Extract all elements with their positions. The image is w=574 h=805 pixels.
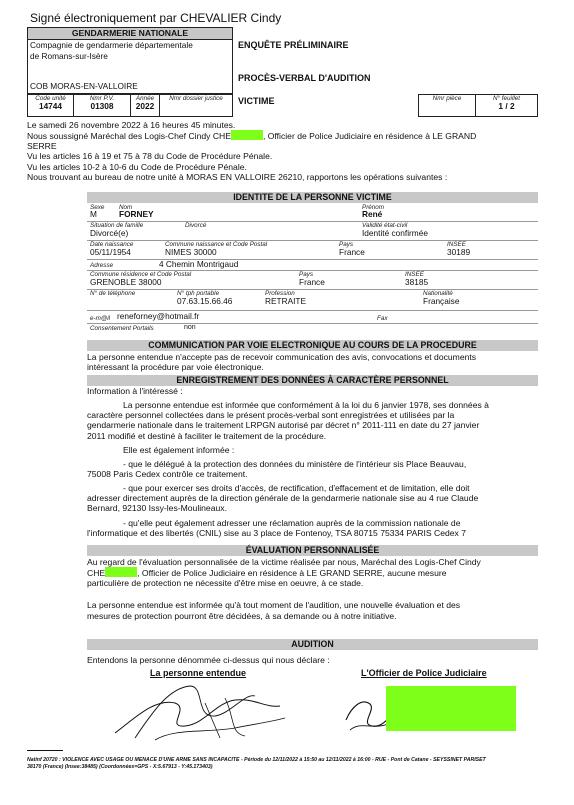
redaction-mark-2	[105, 567, 137, 577]
org-line2: de Romans-sur-Isère	[30, 50, 108, 61]
signature-notice: Signé électroniquement par CHEVALIER Cindy	[30, 11, 282, 25]
feuillet: 1 / 2	[498, 101, 515, 112]
famille-value: Divorcé(e)	[90, 228, 129, 238]
sexe-value: M	[90, 209, 97, 219]
email-value: reneforney@hotmail.fr	[117, 311, 200, 321]
nmr-pv: 01308	[90, 101, 114, 112]
intro-line5: Vu les articles 10-2 à 10-6 du Code de Procédure Pénale.	[27, 161, 247, 172]
nom-value: FORNEY	[119, 209, 154, 219]
pays-res-value: France	[299, 277, 325, 287]
cell-piece: Nmr pièce	[418, 94, 476, 117]
cell-nmr-pv: Nmr P.V. 01308	[73, 94, 131, 117]
redaction-mark	[231, 130, 263, 140]
insee-res-value: 38185	[405, 277, 429, 287]
evaluation-text: Au regard de l'évaluation personnalisée de la victime réalisée par nous, Maréchal des Logis-Chef Cindy CHE , Officier de Police Judiciaire en résidence à LE GRAND SERRE, aucune mesure particulière de protection ne nécessite d'être mise en oeuvre, à ce stade. La personne entendue est informée qu'à tout moment de l'audition, une nouvelle évaluation et des mesures de protection pourront être décidées, à sa demande ou à notre initiative.	[87, 557, 481, 621]
cell-code-unite: Code unité 14744	[27, 94, 74, 117]
validite-value: Identité confirmée	[362, 228, 428, 238]
annee: 2022	[135, 101, 155, 112]
org-title: GENDARMERIE NATIONALE	[28, 28, 232, 40]
pays-naiss-value: France	[339, 247, 365, 257]
intro-block	[27, 120, 547, 182]
commune-naiss-value: NIMES 30000	[165, 247, 217, 257]
registration-text: Information à l'intéressé : La personne entendue est informée que conformément à la loi du 6 janvier 1978, ses données à caractère personnel collectées dans le présent procès-verbal sont enregistrées et utilisées par la gendarmerie nationale dans le traitement LRPGN autorisé par décret n° 2011-111 en date du 27 janvier 2011 modifié et destiné à faciliter le traitement de la procédure. Elle est également informée : - que le délégué à la protection des données du ministère de l'intérieur sis Place Beauvau, 75008 Paris Cedex contrôle ce traitement. - que pour exercer ses droits d'accès, de rectification, d'effacement et de limitation, elle doit adresser directement auprès de la direction générale de la gendarmerie nationale sise au 4 rue Claude Bernard, 92130 Issy-les-Moulineaux. - qu'elle peut également adresser une réclamation auprès de la commission nationale de l'informatique et des libertés (CNIL) sise au 3 place de Fontenoy, TSA 80715 75334 PARIS Cedex 7	[87, 386, 489, 538]
footer-note: Natinf 20720 : VIOLENCE AVEC USAGE OU MENACE D'UNE ARME SANS INCAPACITE - Période du 12/11/2022 à 15:50 au 12/11/2022 à 16:00 - RUE - Pont de Catane - SEYSSINET PARISET 38170 (France) (Insee:38485) (Coordonnées=GPS - X:5.67913 - Y:45.173403)	[27, 757, 486, 771]
pv-type: PROCÈS-VERBAL D'AUDITION	[238, 73, 371, 83]
code-unite: 14744	[38, 101, 63, 112]
signature-label-right: L'Officier de Police Judiciaire	[361, 668, 487, 678]
audition-intro: Entendons la personne dénommée ci-dessus qui nous déclare :	[87, 655, 330, 665]
role-label: VICTIME	[238, 96, 275, 106]
communication-text: La personne entendue n'accepte pas de recevoir communication des avis, convocations et documents intéressant la procédure par voie électronique.	[87, 352, 477, 373]
cell-dossier: Nmr dossier justice	[159, 94, 233, 117]
consent-value: non	[184, 324, 196, 331]
identity-grid: Sexe Nom Prénom M FORNEY René Situation de famille Divorcé Validité état-civil Divorcé(e) Identité confirmée Date naissance Commune naissance et Code Postal Pays INSEE 05/11/1954 NIMES 30000 France 30189 Adresse 4 Chemin Montrigaud Commune résidence et Code Postal Pays INSEE GRENOBLE 38000 France 38185 N° de téléphone N° tph portable Profession Nationalité 07.63.15.66.46 RETRAITE Française e-m@il reneforney@hotmail.fr Fax Consentement Portails non	[87, 204, 538, 335]
registration-title: ENREGISTREMENT DES DONNÉES À CARACTÈRE PERSONNEL	[87, 375, 538, 386]
nationalite-value: Française	[423, 296, 460, 306]
org-box	[27, 27, 233, 94]
audition-title: AUDITION	[87, 639, 538, 650]
cell-feuillet: N° feuillet 1 / 2	[475, 94, 538, 117]
intro-line6: Nous trouvant au bureau de notre unité à MORAS EN VALLOIRE 26210, rapportons les opérations suivantes :	[27, 171, 448, 182]
intro-line3: SERRE	[27, 141, 57, 152]
cob-name: COB MORAS-EN-VALLOIRE	[30, 81, 138, 92]
profession-value: RETRAITE	[265, 296, 307, 306]
communication-title: COMMUNICATION PAR VOIE ELECTRONIQUE AU COURS DE LA PROCEDURE	[87, 340, 538, 351]
intro-line4: Vu les articles 16 à 19 et 75 à 78 du Code de Procédure Pénale.	[27, 151, 273, 162]
org-line1: Compagnie de gendarmerie départementale	[30, 40, 193, 50]
redacted-signature-block	[386, 686, 516, 731]
adresse-value: 4 Chemin Montrigaud	[159, 259, 239, 269]
intro-line1: Le samedi 26 novembre 2022 à 16 heures 45 minutes.	[27, 120, 236, 130]
commune-res-value: GRENOBLE 38000	[90, 277, 162, 287]
doc-type: ENQUÊTE PRÉLIMINAIRE	[238, 40, 349, 50]
signature-label-left: La personne entendue	[150, 668, 247, 678]
identity-title: IDENTITE DE LA PERSONNE VICTIME	[87, 192, 538, 203]
intro-line2: Nous soussigné Maréchal des Logis-Chef Cindy CHE , Officier de Police Judiciaire en résidence à LE GRAND	[27, 131, 477, 142]
victim-signature	[95, 678, 295, 750]
prenom-value: René	[362, 209, 383, 219]
naissance-value: 05/11/1954	[90, 247, 131, 257]
portable-value: 07.63.15.66.46	[177, 296, 233, 306]
evaluation-title: ÉVALUATION PERSONNALISÉE	[87, 545, 538, 556]
cell-annee: Année 2022	[130, 94, 160, 117]
insee-naiss-value: 30189	[447, 247, 471, 257]
